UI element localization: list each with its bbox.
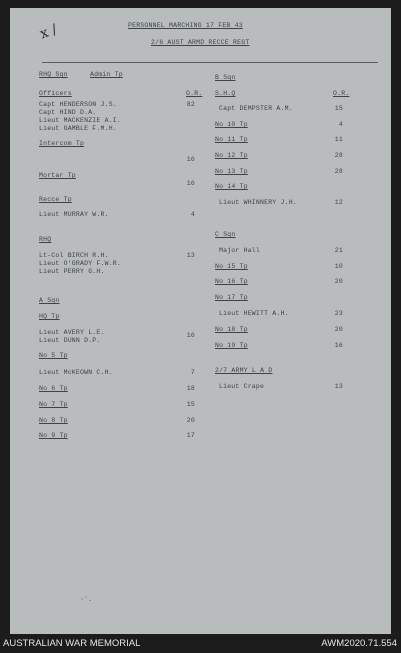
- section-heading: Mortar Tp: [39, 172, 76, 179]
- troop-label: No 13 Tp: [215, 168, 248, 175]
- section-heading: RHQ: [39, 236, 52, 243]
- document-page: [10, 8, 391, 634]
- or-count: 82: [186, 101, 195, 108]
- section-heading: Recce Tp: [39, 196, 72, 203]
- officer-name: Capt HENDERSON J.S.: [39, 101, 117, 108]
- officer-name: Lieut MURRAY W.R.: [39, 211, 109, 218]
- or-count: 4: [190, 211, 195, 218]
- or-count: 4: [338, 121, 343, 128]
- or-count: 13: [334, 383, 343, 390]
- header-rule: [42, 62, 378, 63]
- section-heading: Intercom Tp: [39, 140, 85, 147]
- troop-label: No 8 Tp: [39, 417, 68, 424]
- or-count: 15: [186, 401, 195, 408]
- or-count: 11: [334, 136, 343, 143]
- or-count: 20: [334, 278, 343, 285]
- officer-name: Lieut HEWITT A.H.: [219, 310, 289, 317]
- section-heading: No 5 Tp: [39, 352, 68, 359]
- or-count: 16: [334, 342, 343, 349]
- troop-label: No 7 Tp: [39, 401, 68, 408]
- handwritten-mark: x /: [37, 21, 60, 43]
- footer-institution: AUSTRALIAN WAR MEMORIAL: [3, 638, 141, 649]
- c-sqn-heading: C Sqn: [215, 231, 236, 238]
- or-count: 23: [334, 310, 343, 317]
- officer-name: Lieut DUNN D.P.: [39, 337, 101, 344]
- or-count: 28: [334, 152, 343, 159]
- admin-tp-heading: Admin Tp: [90, 71, 123, 78]
- or-count: 18: [186, 385, 195, 392]
- officer-name: Lieut AVERY L.E.: [39, 329, 105, 336]
- troop-label: No 10 Tp: [215, 121, 248, 128]
- lad-heading: 2/7 ARMY L A D: [215, 367, 273, 374]
- troop-label: No 17 Tp: [215, 294, 248, 301]
- or-count: 21: [334, 247, 343, 254]
- section-heading: HQ Tp: [39, 313, 60, 320]
- or-header-left: O.R.: [186, 90, 203, 97]
- troop-label: No 18 Tp: [215, 326, 248, 333]
- troop-label: No 16 Tp: [215, 278, 248, 285]
- bottom-mark: ·ʻ.: [80, 596, 93, 603]
- troop-label: No 6 Tp: [39, 385, 68, 392]
- shq-heading: S.H.Q: [215, 90, 236, 97]
- troop-label: No 9 Tp: [39, 432, 68, 439]
- troop-label: No 14 Tp: [215, 183, 248, 190]
- archive-footer: [0, 634, 401, 653]
- or-count: 16: [186, 180, 195, 187]
- or-count: 20: [186, 417, 195, 424]
- or-count: 7: [190, 369, 195, 376]
- or-header-right: O.R.: [333, 90, 350, 97]
- or-count: 13: [186, 252, 195, 259]
- troop-label: No 15 Tp: [215, 263, 248, 270]
- officer-name: Lieut McKEOWN C.H.: [39, 369, 113, 376]
- troop-label: No 19 Tp: [215, 342, 248, 349]
- officer-name: Lieut O'GRADY F.W.R.: [39, 260, 122, 267]
- officer-name: Lieut Crape: [219, 383, 265, 390]
- officer-name: Lieut GAMBLE F.M.H.: [39, 125, 117, 132]
- officer-name: Capt DEMPSTER A.M.: [219, 105, 293, 112]
- or-count: 12: [334, 199, 343, 206]
- officers-label: Officers: [39, 90, 72, 97]
- officer-name: Lieut MACKENZIE A.I.: [39, 117, 122, 124]
- or-count: 17: [186, 432, 195, 439]
- troop-label: No 12 Tp: [215, 152, 248, 159]
- officer-name: Lieut WHINNERY J.H.: [219, 199, 297, 206]
- or-count: 16: [186, 332, 195, 339]
- b-sqn-heading: B Sqn: [215, 74, 236, 81]
- or-count: 15: [334, 105, 343, 112]
- rhq-sqn-heading: RHQ Sqn: [39, 71, 68, 78]
- officer-name: Capt HIND D.A.: [39, 109, 97, 116]
- or-count: 10: [334, 263, 343, 270]
- troop-label: No 11 Tp: [215, 136, 248, 143]
- officer-name: Lt-Col BIRCH R.H.: [39, 252, 109, 259]
- officer-name: Major Hall: [219, 247, 261, 254]
- document-subtitle: 2/6 AUST ARMD RECCE REGT: [151, 39, 250, 46]
- footer-accession-number: AWM2020.71.554: [321, 638, 397, 649]
- or-count: 20: [334, 326, 343, 333]
- or-count: 16: [186, 156, 195, 163]
- document-title: PERSONNEL MARCHING 17 FEB 43: [128, 22, 243, 29]
- or-count: 28: [334, 168, 343, 175]
- officer-name: Lieut PERRY G.H.: [39, 268, 105, 275]
- section-heading: A Sqn: [39, 297, 60, 304]
